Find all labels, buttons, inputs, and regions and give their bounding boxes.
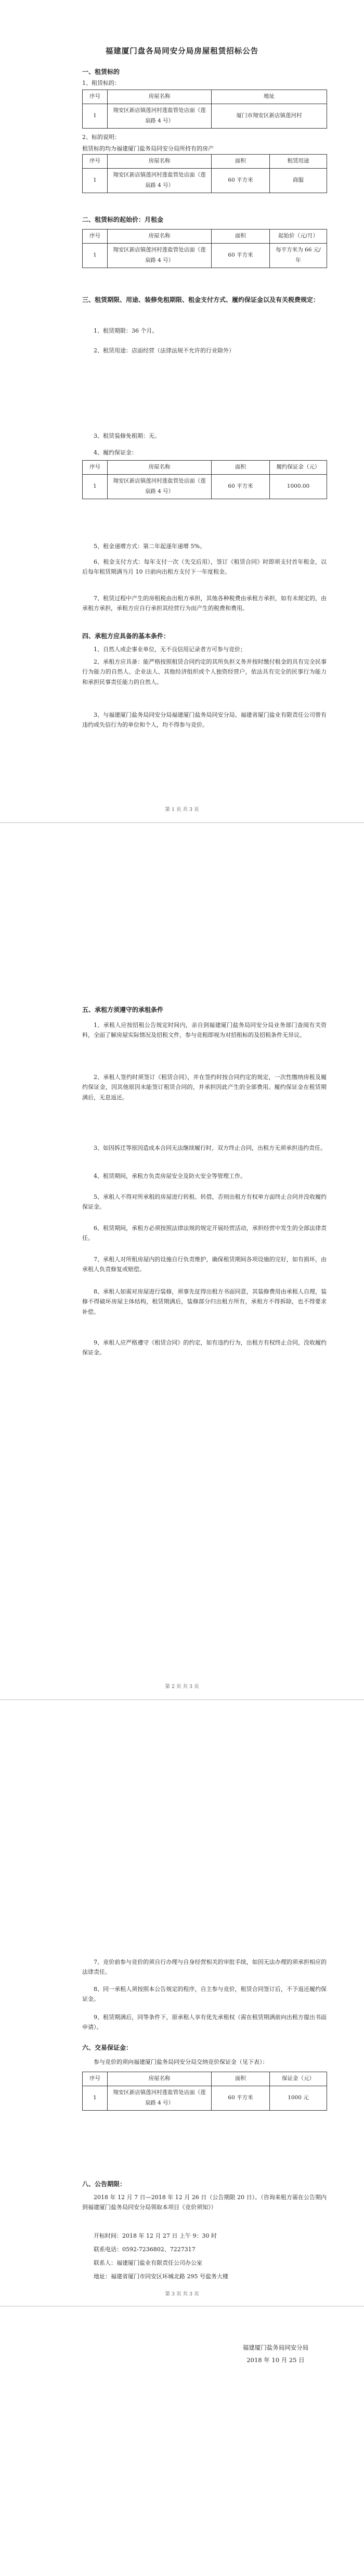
section-3-item3: 3、租赁装修免租期：无。 — [94, 433, 160, 439]
table-cell: 1000 元 — [270, 2086, 327, 2110]
contact-phone: 联系电话：0592-7236802、7227317 — [94, 2246, 196, 2253]
table-cell: 翔安区新店镇莲河村莲盐管处店面（莲泉路 4 号） — [108, 104, 212, 128]
section-6-heading: 六、交易保证金： — [82, 2044, 133, 2051]
table-header: 房屋名称 — [108, 155, 212, 169]
section-4-heading: 四、承租方应具备的基本条件： — [82, 632, 170, 640]
section-6-intro3: 9、租赁期满后，同等条件下，原承租人享有优先承租权（需在租赁期满前向出租方提出书面申请）。 — [82, 2014, 327, 2031]
table-header: 保证金（元） — [270, 2072, 327, 2086]
table-cell: 60 平方米 — [212, 243, 270, 268]
section-4-item3: 3、与福建厦门盐务局同安分局福建厦门盐务局同安分局、福建省厦门盐业有限责任公司曾有违约或失信行为的单位和个人，均不得参与竞价。 — [82, 712, 327, 729]
table-cell: 商服 — [270, 168, 327, 193]
table-header: 序号 — [83, 155, 108, 169]
section-3-item4: 4、履约保证金： — [94, 449, 137, 456]
table-cell: 1 — [83, 104, 108, 128]
section-5-item7: 7、承租人对所租房屋内的设施自行负责维护，确保租赁期间各项设施的完好，如有损坏，由承租人负责修复或赔偿。 — [82, 1256, 327, 1273]
table-cell: 60 平方米 — [212, 168, 270, 193]
section-5-item2: 2、承租人签约时须签订《租赁合同》，并在签约时按合同约定的规定，一次性缴纳房租及履约保证金，因其他原因未能签订租赁合同的，并承担因此产生的全部费用。履约保证金在租赁期满后，无息返还。 — [82, 1074, 327, 1101]
table-cell: 每平方米为 66 元/年 — [270, 243, 327, 268]
table-header: 房屋名称 — [108, 2072, 212, 2086]
section-4-item2: 2、承租方应具备：能严格按照租赁合同约定的其所负担义务并按时缴付租金的具有完全民事行为能力的自然人、企业法人、其他经济组织或个人独资经营户，依法具有完全的民事行为能力和承担民事责任能力的自然人。 — [82, 658, 327, 686]
contact-address: 地址：福建省厦门市同安区环城北路 295 号盐务大楼 — [94, 2273, 228, 2280]
table-header: 序号 — [83, 90, 108, 104]
section-8-heading: 八、公告期限： — [82, 2180, 126, 2188]
section-1-sub2: 2、标的说明： — [82, 134, 120, 141]
lease-object-table — [82, 90, 327, 129]
lease-detail-table — [82, 154, 327, 193]
table-cell: 翔安区新店镇莲河村莲盐管处店面（莲泉路 4 号） — [108, 168, 212, 193]
section-5-item8: 8、承租人如需对房屋进行装修，须事先征得出租方书面同意，其装修费用由承租人自理，装修不得破坏房屋主体结构，租赁期满后，装修部分归出租方所有，承租方不得拆除，也不得要求补偿。 — [82, 1288, 327, 1315]
section-5-item6: 6、租赁期间，承租方必须按照法律法规的规定开展经营活动，承担经营中发生的全部法律责任。 — [82, 1225, 327, 1242]
section-3-item2: 2、租赁用途：店面经营（法律法规不允许的行业除外） — [94, 347, 235, 354]
section-6-intro1: 7、竞价前参与竞价的须自行办理与自身经营相关的审批手续，如因无法办理的须承担相应的法律责任。 — [82, 1959, 327, 1976]
bid-deposit-table — [82, 2072, 327, 2111]
table-cell: 1 — [83, 168, 108, 193]
table-header: 面积 — [212, 155, 270, 169]
section-3-item6: 6、租金支付方式：每年支付一次（先交后用），签订《租赁合同》时即须支付首年租金，以后每年租赁期满当月 10 日前向出租方支付下一年度租金。 — [82, 559, 327, 576]
table-cell: 60 平方米 — [212, 474, 270, 499]
section-3-heading: 三、租赁期限、用途、装修免租期限、租金支付方式、履约保证金以及有关税费规定： — [82, 296, 320, 303]
section-1-note: 租赁标的均为福建厦门盐务局同安分局所持有的房产 — [82, 145, 214, 152]
section-4-item1: 1、自然人或企事业单位，无不良信用记录者方可参与竞价； — [94, 646, 246, 653]
table-header: 房屋名称 — [108, 230, 212, 244]
page-number: 第 3 页 共 3 页 — [165, 2291, 199, 2297]
starting-price-table — [82, 229, 327, 268]
page-divider — [0, 822, 364, 823]
section-5-item9: 9、承租人应严格遵守《租赁合同》的约定，如有违约行为，出租方有权终止合同，没收履约保证金。 — [82, 1339, 327, 1356]
table-cell: 1 — [83, 2086, 108, 2110]
section-5-item4: 4、租赁期间，承租方负责房屋安全及防火安全等管理工作。 — [94, 1173, 246, 1179]
table-header: 地址 — [212, 90, 327, 104]
table-header: 序号 — [83, 461, 108, 475]
section-5-item1: 1、承租人应按招租公告规定时间内，亲自到福建厦门盐务局同安分局业务部门查阅有关资料，全面了解房屋实际情况及招租文件，参与竞租即视为对招租标的及招租条件无异议。 — [82, 1022, 327, 1039]
table-header: 房屋名称 — [108, 90, 212, 104]
table-header: 面积 — [212, 2072, 270, 2086]
section-3-item7: 7、租赁过程中产生的房租税由出租方承担，其他各种税费由承租方承担，如有未规定的，由承租方承担，承租方应自行承担其经营行为而产生的税费和费用。 — [82, 595, 327, 612]
page-number: 第 1 页 共 3 页 — [165, 807, 199, 813]
table-header: 起始价（元/月） — [270, 230, 327, 244]
bid-opening-time: 开标时间：2018 年 12 月 27 日 上午 9：30 时 — [94, 2232, 217, 2239]
contact-person: 联系人：福建厦门盐业有限责任公司办公室 — [94, 2260, 202, 2266]
signature-date: 2018 年 10 月 25 日 — [246, 2356, 305, 2364]
table-header: 序号 — [83, 2072, 108, 2086]
table-header: 房屋名称 — [108, 461, 212, 475]
table-header: 租赁用途 — [270, 155, 327, 169]
table-cell: 1 — [83, 243, 108, 268]
table-header: 面积 — [212, 230, 270, 244]
table-cell: 1000.00 — [270, 474, 327, 499]
section-6-item1: 参与竞价的须向福建厦门盐务局同安分局交纳竞价保证金（见下表）： — [94, 2059, 268, 2065]
table-header: 序号 — [83, 230, 108, 244]
table-cell: 翔安区新店镇莲河村莲盐管处店面（莲泉路 4 号） — [108, 474, 212, 499]
table-cell: 翔安区新店镇莲河村莲盐管处店面（莲泉路 4 号） — [108, 243, 212, 268]
deposit-table — [82, 460, 327, 499]
table-cell: 翔安区新店镇莲河村莲盐管处店面（莲泉路 4 号） — [108, 2086, 212, 2110]
table-header: 履约保证金（元） — [270, 461, 327, 475]
announcement-period: 2018 年 12 月 7 日—2018 年 12 月 26 日（公告期限 20 日）。（咨询来租方需在公告期内到福建厦门盐务局同安分局领取本项目《竞价须知》） — [82, 2194, 327, 2211]
document-title: 福建厦门盘各局同安分局房屋租赁招标公告 — [105, 47, 259, 56]
table-cell: 厦门市翔安区新店镇莲河村 — [212, 104, 327, 128]
section-6-intro2: 8、同一承租人须按照本公告规定的程序，自主参与竞价，租赁合同签订后，不予退还履约保证金。 — [82, 1986, 327, 2003]
page-number: 第 2 页 共 3 页 — [165, 1684, 199, 1690]
section-5-item3: 3、如因拆迁等原因造成本合同无法继续履行时，双方终止合同，出租方无须承担违约责任。 — [94, 1145, 326, 1151]
section-1-heading: 一、租赁标的 — [82, 68, 120, 75]
table-header: 面积 — [212, 461, 270, 475]
section-2-heading: 二、租赁标的起始价：月租金 — [82, 216, 164, 223]
section-5-item5: 5、承租人不得对所承租的房屋进行转租、转借，否则出租方有权单方面终止合同并没收履约保证金。 — [82, 1194, 327, 1211]
page-divider — [0, 1699, 364, 1700]
signature-organization: 福建厦门盐务局同安分局 — [242, 2344, 309, 2351]
section-1-sub1: 1、租赁标的： — [82, 80, 120, 86]
section-5-heading: 五、承租方须遵守的承租条件 — [82, 1006, 164, 1013]
table-cell: 60 平方米 — [212, 2086, 270, 2110]
section-3-item1: 1、租赁期限：36 个月。 — [94, 327, 158, 334]
section-3-item5: 5、租金递增方式：第二年起逐年递增 5%。 — [94, 543, 205, 550]
table-cell: 1 — [83, 474, 108, 499]
